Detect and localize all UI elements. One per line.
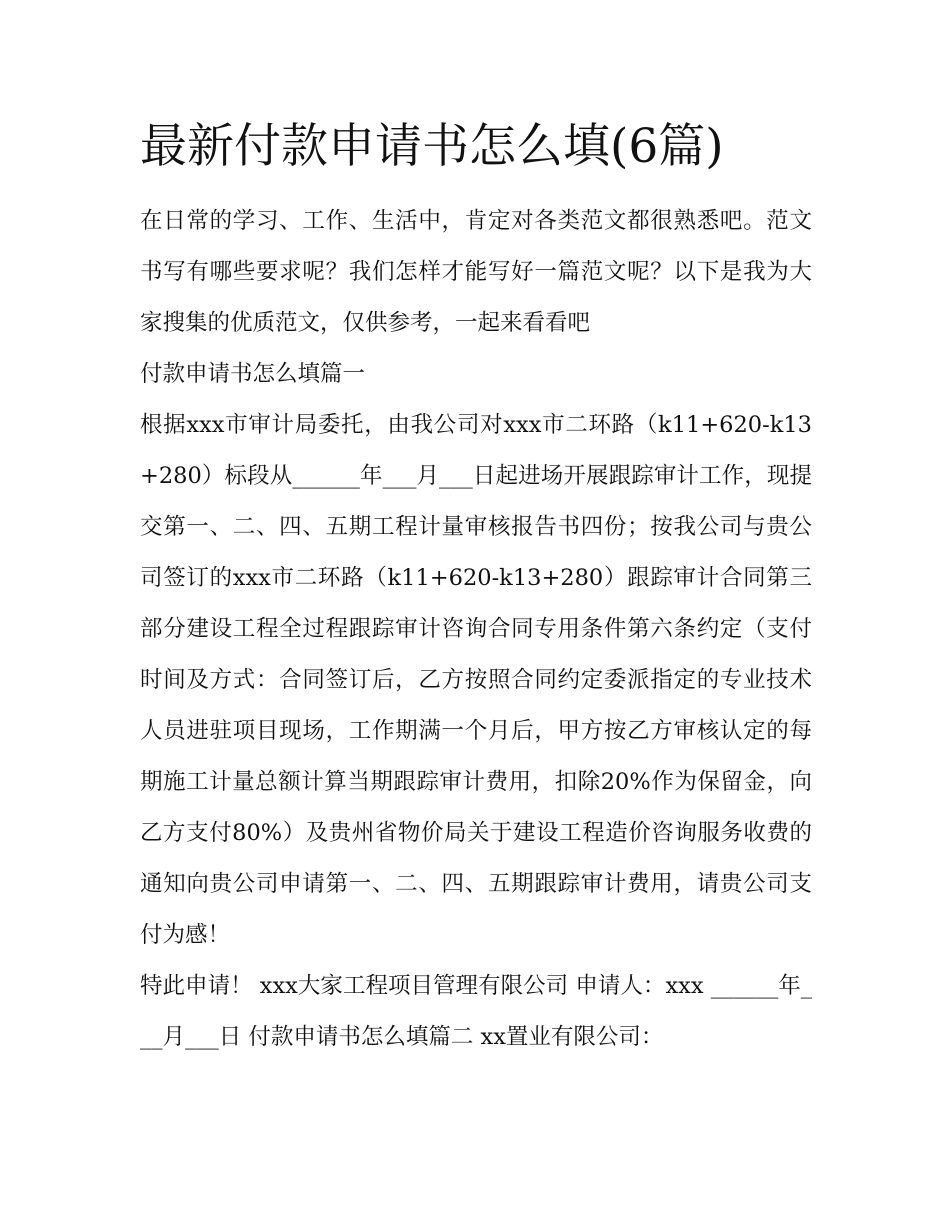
section-heading-1: 付款申请书怎么填篇一 — [140, 361, 366, 387]
document-title: 最新付款申请书怎么填(6篇) — [140, 119, 724, 174]
document-body — [140, 196, 812, 1063]
closing-paragraph: 特此申请！ xxx大家工程项目管理有限公司 申请人：xxx ______年___月___日 付款申请书怎么填篇二 xx置业有限公司： — [140, 973, 812, 1050]
intro-paragraph: 在日常的学习、工作、生活中，肯定对各类范文都很熟悉吧。范文书写有哪些要求呢？我们怎样才能写好一篇范文呢？以下是我为大家搜集的优质范文，仅供参考，一起来看看吧 — [140, 208, 812, 336]
body-paragraph: 根据xxx市审计局委托，由我公司对xxx市二环路（k11+620-k13+280）标段从______年___月___日起进场开展跟踪审计工作，现提交第一、二、四、五期工程计量审核报告书四份；按我公司与贵公司签订的xxx市二环路（k11+620-k13+280）跟踪审计合同第三部分建设工程全过程跟踪审计咨询合同专用条件第六条约定（支付时间及方式：合同签订后，乙方按照合同约定委派指定的专业技术人员进驻项目现场，工作期满一个月后，甲方按乙方审核认定的每期施工计量总额计算当期跟踪审计费用，扣除20%作为保留金，向乙方支付80%）及贵州省物价局关于建设工程造价咨询服务收费的通知向贵公司申请第一、二、四、五期跟踪审计费用，请贵公司支付为感！ — [140, 412, 812, 948]
